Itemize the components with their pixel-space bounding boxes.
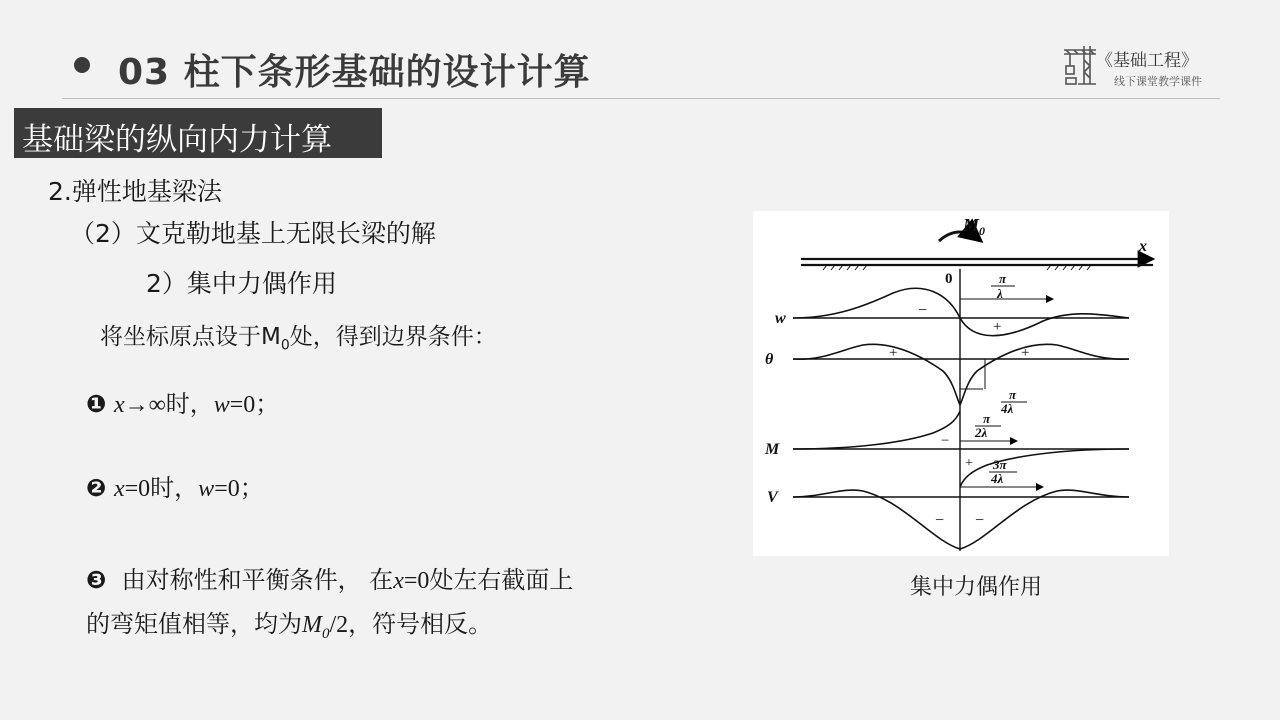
course-logo (1062, 44, 1222, 88)
v-curve (793, 490, 1129, 549)
condition-3-continued (86, 604, 492, 643)
var-x: x (113, 476, 125, 502)
condition-1 (86, 384, 279, 419)
boundary-intro-tail: 处，得到边界条件： (289, 324, 497, 350)
boundary-intro-sub: 0 (280, 337, 290, 354)
w-plus: + (993, 319, 1002, 335)
cond3-text-d: ，符号相反。 (348, 610, 493, 638)
var-m: M (302, 612, 322, 638)
condition-3 (86, 560, 573, 595)
figure-caption: 集中力偶作用 (910, 575, 1043, 600)
section-label: 基础梁的纵向内力计算 (22, 122, 332, 158)
frac4-num: 3π (993, 457, 1007, 472)
m-minus: − (941, 433, 950, 449)
cond2-eq0: =0 (124, 476, 151, 502)
cond3-text-c: 的弯矩值相等，均为 (86, 610, 302, 638)
logo-subtitle: 线下课堂教学课件 (1114, 75, 1202, 88)
origin-label: 0 (945, 271, 953, 287)
theta-curve (793, 344, 1129, 405)
frac2-num: π (1009, 387, 1017, 402)
ratio: /2 (329, 612, 349, 638)
condition-2 (86, 468, 264, 503)
diagram-svg (753, 211, 1169, 556)
m-plus: + (965, 456, 973, 471)
cond1-mid: 时， (165, 390, 214, 418)
m-curve-right (960, 449, 1129, 487)
number-2-icon: ❷ (86, 474, 107, 502)
x-label: x (1139, 238, 1147, 255)
w-row-label: w (775, 310, 786, 327)
title-bullet (74, 57, 90, 73)
boundary-intro-text: 将坐标原点设于M (100, 324, 281, 350)
section-label-box (14, 108, 382, 158)
theta-row-label: θ (765, 351, 774, 368)
crane-icon (1062, 44, 1098, 88)
page-title: 03 柱下条形基础的设计计算 (118, 52, 591, 93)
var-w: w (198, 476, 215, 502)
frac1-den: λ (997, 286, 1003, 301)
number-1-icon: ❶ (86, 390, 107, 418)
frac1-num: π (999, 271, 1007, 286)
cond3-text-b: 处左右截面上 (429, 566, 574, 594)
frac4-den: 4λ (991, 471, 1004, 486)
heading-infinite-beam: （2）文克勒地基上无限长梁的解 (70, 219, 436, 248)
frac3-num: π (983, 411, 991, 426)
m-row-label: M (765, 441, 780, 458)
logo-title: 《基础工程》 (1096, 51, 1198, 71)
cond3-text-a: 由对称性和平衡条件， 在 (121, 566, 394, 594)
m-curve-left (793, 411, 960, 449)
couple-diagram (753, 211, 1169, 556)
var-m-sub: 0 (322, 625, 330, 642)
w-minus: − (918, 302, 928, 319)
cond1-eq: =0； (229, 392, 280, 418)
number-3-icon: ❸ (86, 566, 107, 594)
cond3-eq0: =0 (403, 568, 430, 594)
theta-plus-left: + (889, 345, 898, 361)
theta-plus-right: + (1021, 345, 1030, 361)
boundary-intro (100, 318, 497, 354)
heading-method: 2.弹性地基梁法 (48, 177, 222, 206)
arrow-infinity: →∞ (124, 392, 166, 418)
frac2-den: 4λ (1001, 401, 1014, 416)
v-minus-right: − (975, 512, 985, 529)
v-minus-left: − (935, 512, 945, 529)
heading-couple: 2）集中力偶作用 (146, 269, 337, 298)
title-divider (62, 98, 1220, 99)
cond2-mid: 时， (150, 474, 199, 502)
frac3-den: 2λ (975, 425, 988, 440)
var-w: w (213, 392, 230, 418)
cond2-eq: =0； (214, 476, 264, 502)
w-curve (793, 288, 1129, 335)
var-x: x (393, 568, 404, 594)
var-x: x (113, 392, 125, 418)
m0-label: $M_0$ (963, 215, 986, 238)
v-row-label: V (767, 489, 778, 506)
